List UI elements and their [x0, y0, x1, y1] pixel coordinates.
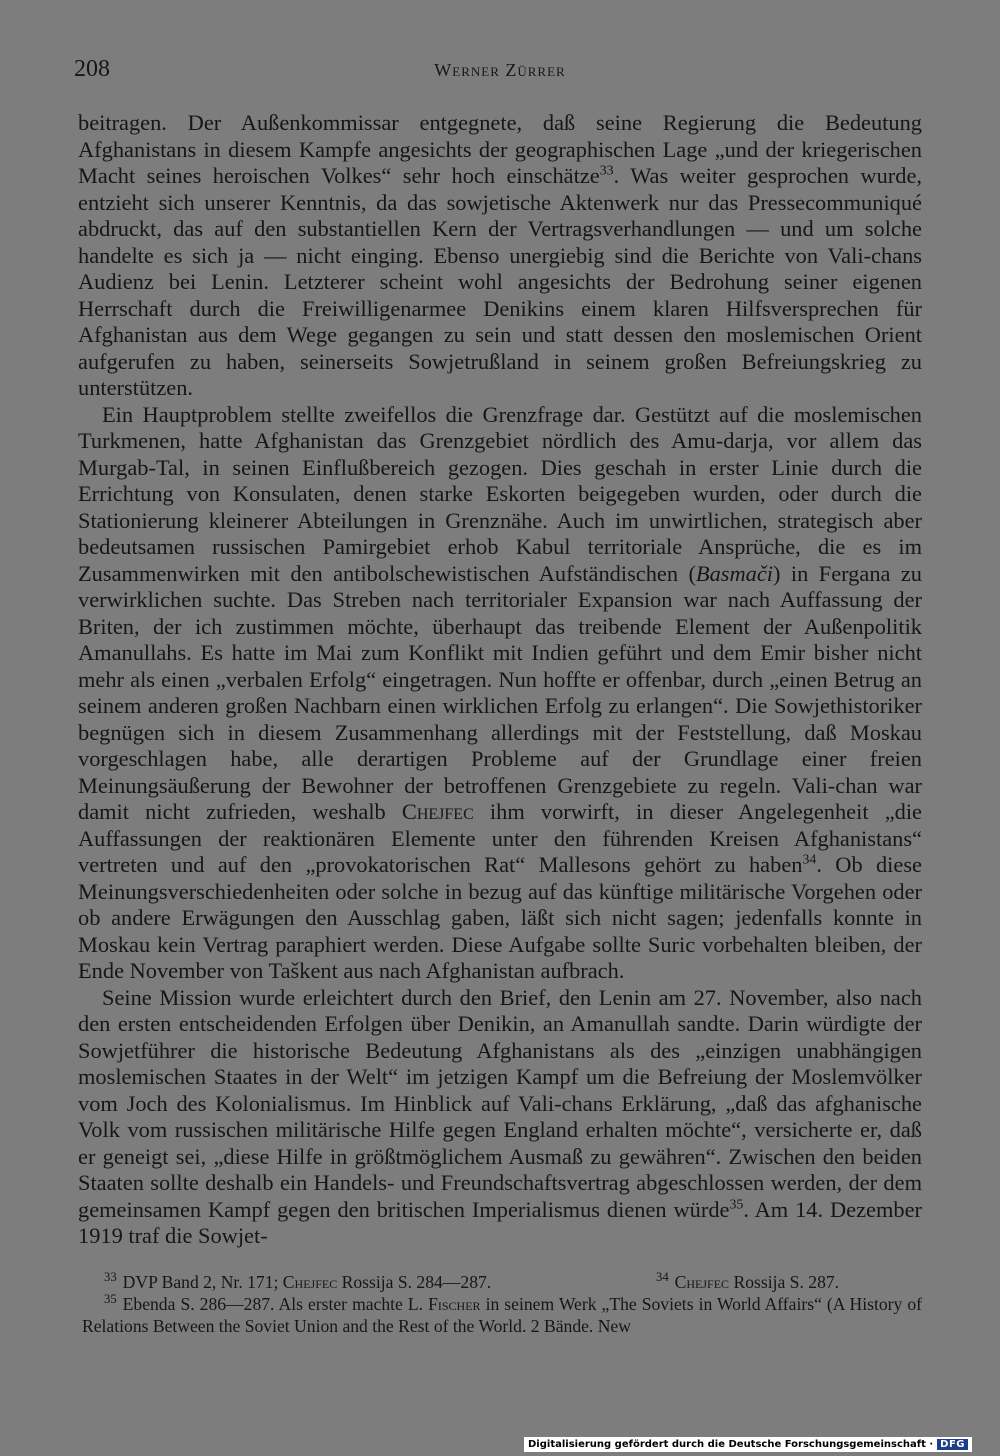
italic-term: Basmači	[695, 560, 774, 586]
author-name: Chejfec	[401, 799, 474, 824]
author-name: Chejfec	[674, 1272, 730, 1292]
footnote-text: DVP Band 2, Nr. 171;	[122, 1272, 283, 1292]
footnote-number: 34	[656, 1270, 669, 1285]
text-run: . Was weiter gesprochen wurde, entzieht sich unserer Kenntnis, da das sowjetische Aktenwerk nur das Pressecommuniqué abdruckt, das auf den substantiellen Kern der Vertragsverhandlungen — und um solche handelte es sich ja — nicht einging. Ebenso unergiebig sind die Berichte von Vali-chans Audienz bei Lenin. Letzterer scheint wohl angesichts der Bedrohung seiner eigenen Herrschaft durch die Freiwilligenarmee Denikins einem klaren Hilfsversprechen für Afghanistan aus dem Wege gegangen zu sein und statt dessen den moslemischen Orient aufgerufen zu haben, seinerseits Sowjetrußland in seinem großen Befreiungskrieg zu unterstützen.	[78, 163, 922, 400]
footnote-33	[82, 1271, 656, 1293]
text-run: . Am 14. Dezember 1919 traf die Sowjet-	[78, 1196, 922, 1248]
footnote-ref-34[interactable]: 34	[802, 852, 817, 868]
text-run: . Ob diese Meinungsverschiedenheiten oder solche in bezug auf das künftige militärische Vorgehen oder ob andere Erwägungen den Ausschlag gaben, läßt sich nicht sagen; jedenfalls konnte in Moskau kein Vertrag paraphiert werden. Diese Aufgabe sollte Suric vorbehalten bleiben, der Ende November von Taškent aus nach Afghanistan aufbrach.	[78, 852, 922, 983]
footnote-text: Ebenda S. 286—287. Als erster machte L.	[122, 1294, 429, 1314]
footnotes	[82, 1271, 922, 1337]
text-run: beitragen. Der Außenkommissar entgegnete, daß seine Regierung die Bedeutung Afghanistans in diesem Kampfe angesichts der geographischen Lage „und der kriegerischen Macht seines heroischen Volkes“ sehr hoch einschätze	[78, 110, 922, 188]
footnote-number: 35	[104, 1292, 117, 1307]
dfg-credit	[524, 1437, 972, 1452]
author-name: Fischer	[428, 1294, 481, 1314]
paragraph-3	[78, 985, 922, 1250]
paragraph-1	[78, 110, 922, 402]
footnote-text: Rossija S. 287.	[729, 1272, 840, 1292]
footnote-text: in seinem Werk „The Soviets in World Affairs“ (A History of Relations Between the Soviet Union and the Rest of the World. 2 Bände. New	[82, 1294, 923, 1336]
text-run: Seine Mission wurde erleichtert durch den Brief, den Lenin am 27. November, also nach den ersten entscheidenden Erfolgen über Denikin, an Amanullah sandte. Darin würdigte der Sowjetführer die historische Bedeutung Afghanistans als des „einzigen unabhängigen moslemischen Staates in der Welt“ im jetzigen Kampf um die Befreiung der Moslemvölker vom Joch des Kolonialismus. Im Hinblick auf Vali-chans Erklärung, „daß das afghanische Volk vom russischen militärische Hilfe gegen England erhalten möchte“, versicherte er, daß er geneigt sei, „diese Hilfe in größtmöglichem Ausmaß zu gewähren“. Zwischen den beiden Staaten sollte deshalb ein Handels- und Freundschaftsvertrag abgeschlossen werden, der dem gemeinsamen Kampf gegen den britischen Imperialismus dienen würde	[78, 984, 922, 1222]
footnote-35	[82, 1293, 922, 1337]
page-number: 208	[74, 56, 110, 82]
footnote-34	[656, 1271, 922, 1293]
footnote-text: Rossija S. 284—287.	[337, 1272, 492, 1292]
footnote-ref-35[interactable]: 35	[729, 1197, 744, 1213]
paragraph-2	[78, 402, 922, 985]
dfg-logo: DFG	[937, 1439, 968, 1450]
author-name: Chejfec	[282, 1272, 338, 1292]
text-run: ihm vorwirft, in dieser Angelegenheit „die Auffassungen der reaktionären Elemente unter den führenden Kreisen Afghanistans“ vertreten und auf den „provokatorischen Rat“ Mallesons gehört zu haben	[78, 799, 922, 877]
body-text	[78, 110, 922, 1250]
text-run: Ein Hauptproblem stellte zweifellos die Grenzfrage dar. Gestützt auf die moslemischen Turkmenen, hatte Afghanistan das Grenzgebiet nördlich des Amu-darja, vor allem das Murgab-Tal, in seinen Einflußbereich gezogen. Dies geschah in erster Linie durch die Errichtung von Konsulaten, denen starke Eskorten beigegeben wurden, oder durch die Stationierung kleinerer Abteilungen in Grenznähe. Auch im unwirtlichen, strategisch aber bedeutsamen russischen Pamirgebiet erhob Kabul territoriale Ansprüche, die es im Zusammenwirken mit den antibolschewistischen Aufständischen (	[78, 401, 922, 586]
footnote-number: 33	[104, 1270, 117, 1285]
running-head: Werner Zürrer	[434, 60, 566, 80]
credit-text: Digitalisierung gefördert durch die Deutsche Forschungsgemeinschaft ·	[528, 1439, 934, 1450]
footnote-ref-33[interactable]: 33	[599, 163, 614, 179]
text-run: ) in Fergana zu verwirklichen suchte. Das Streben nach territorialer Expansion war nach Auffassung der Briten, der ich zustimmen möchte, überhaupt das treibende Element der Außenpolitik Amanullahs. Es hatte im Mai zum Konflikt mit Indien geführt und dem Emir bisher nicht mehr als einen „verbalen Erfolg“ eingetragen. Nun hoffte er offenbar, durch „einen Betrug an seinem anderen großen Nachbarn einen wirklichen Erfolg zu erlangen“. Die Sowjethistoriker begnügen sich in diesem Zusammenhang allerdings mit der Feststellung, daß Moskau vorgeschlagen habe, alle derartigen Probleme auf der Grundlage einer freien Meinungsäußerung der Bewohner der betroffenen Grenzgebiete zu regeln. Vali-chan war damit nicht zufrieden, weshalb	[78, 560, 922, 824]
footnote-row	[82, 1271, 922, 1293]
